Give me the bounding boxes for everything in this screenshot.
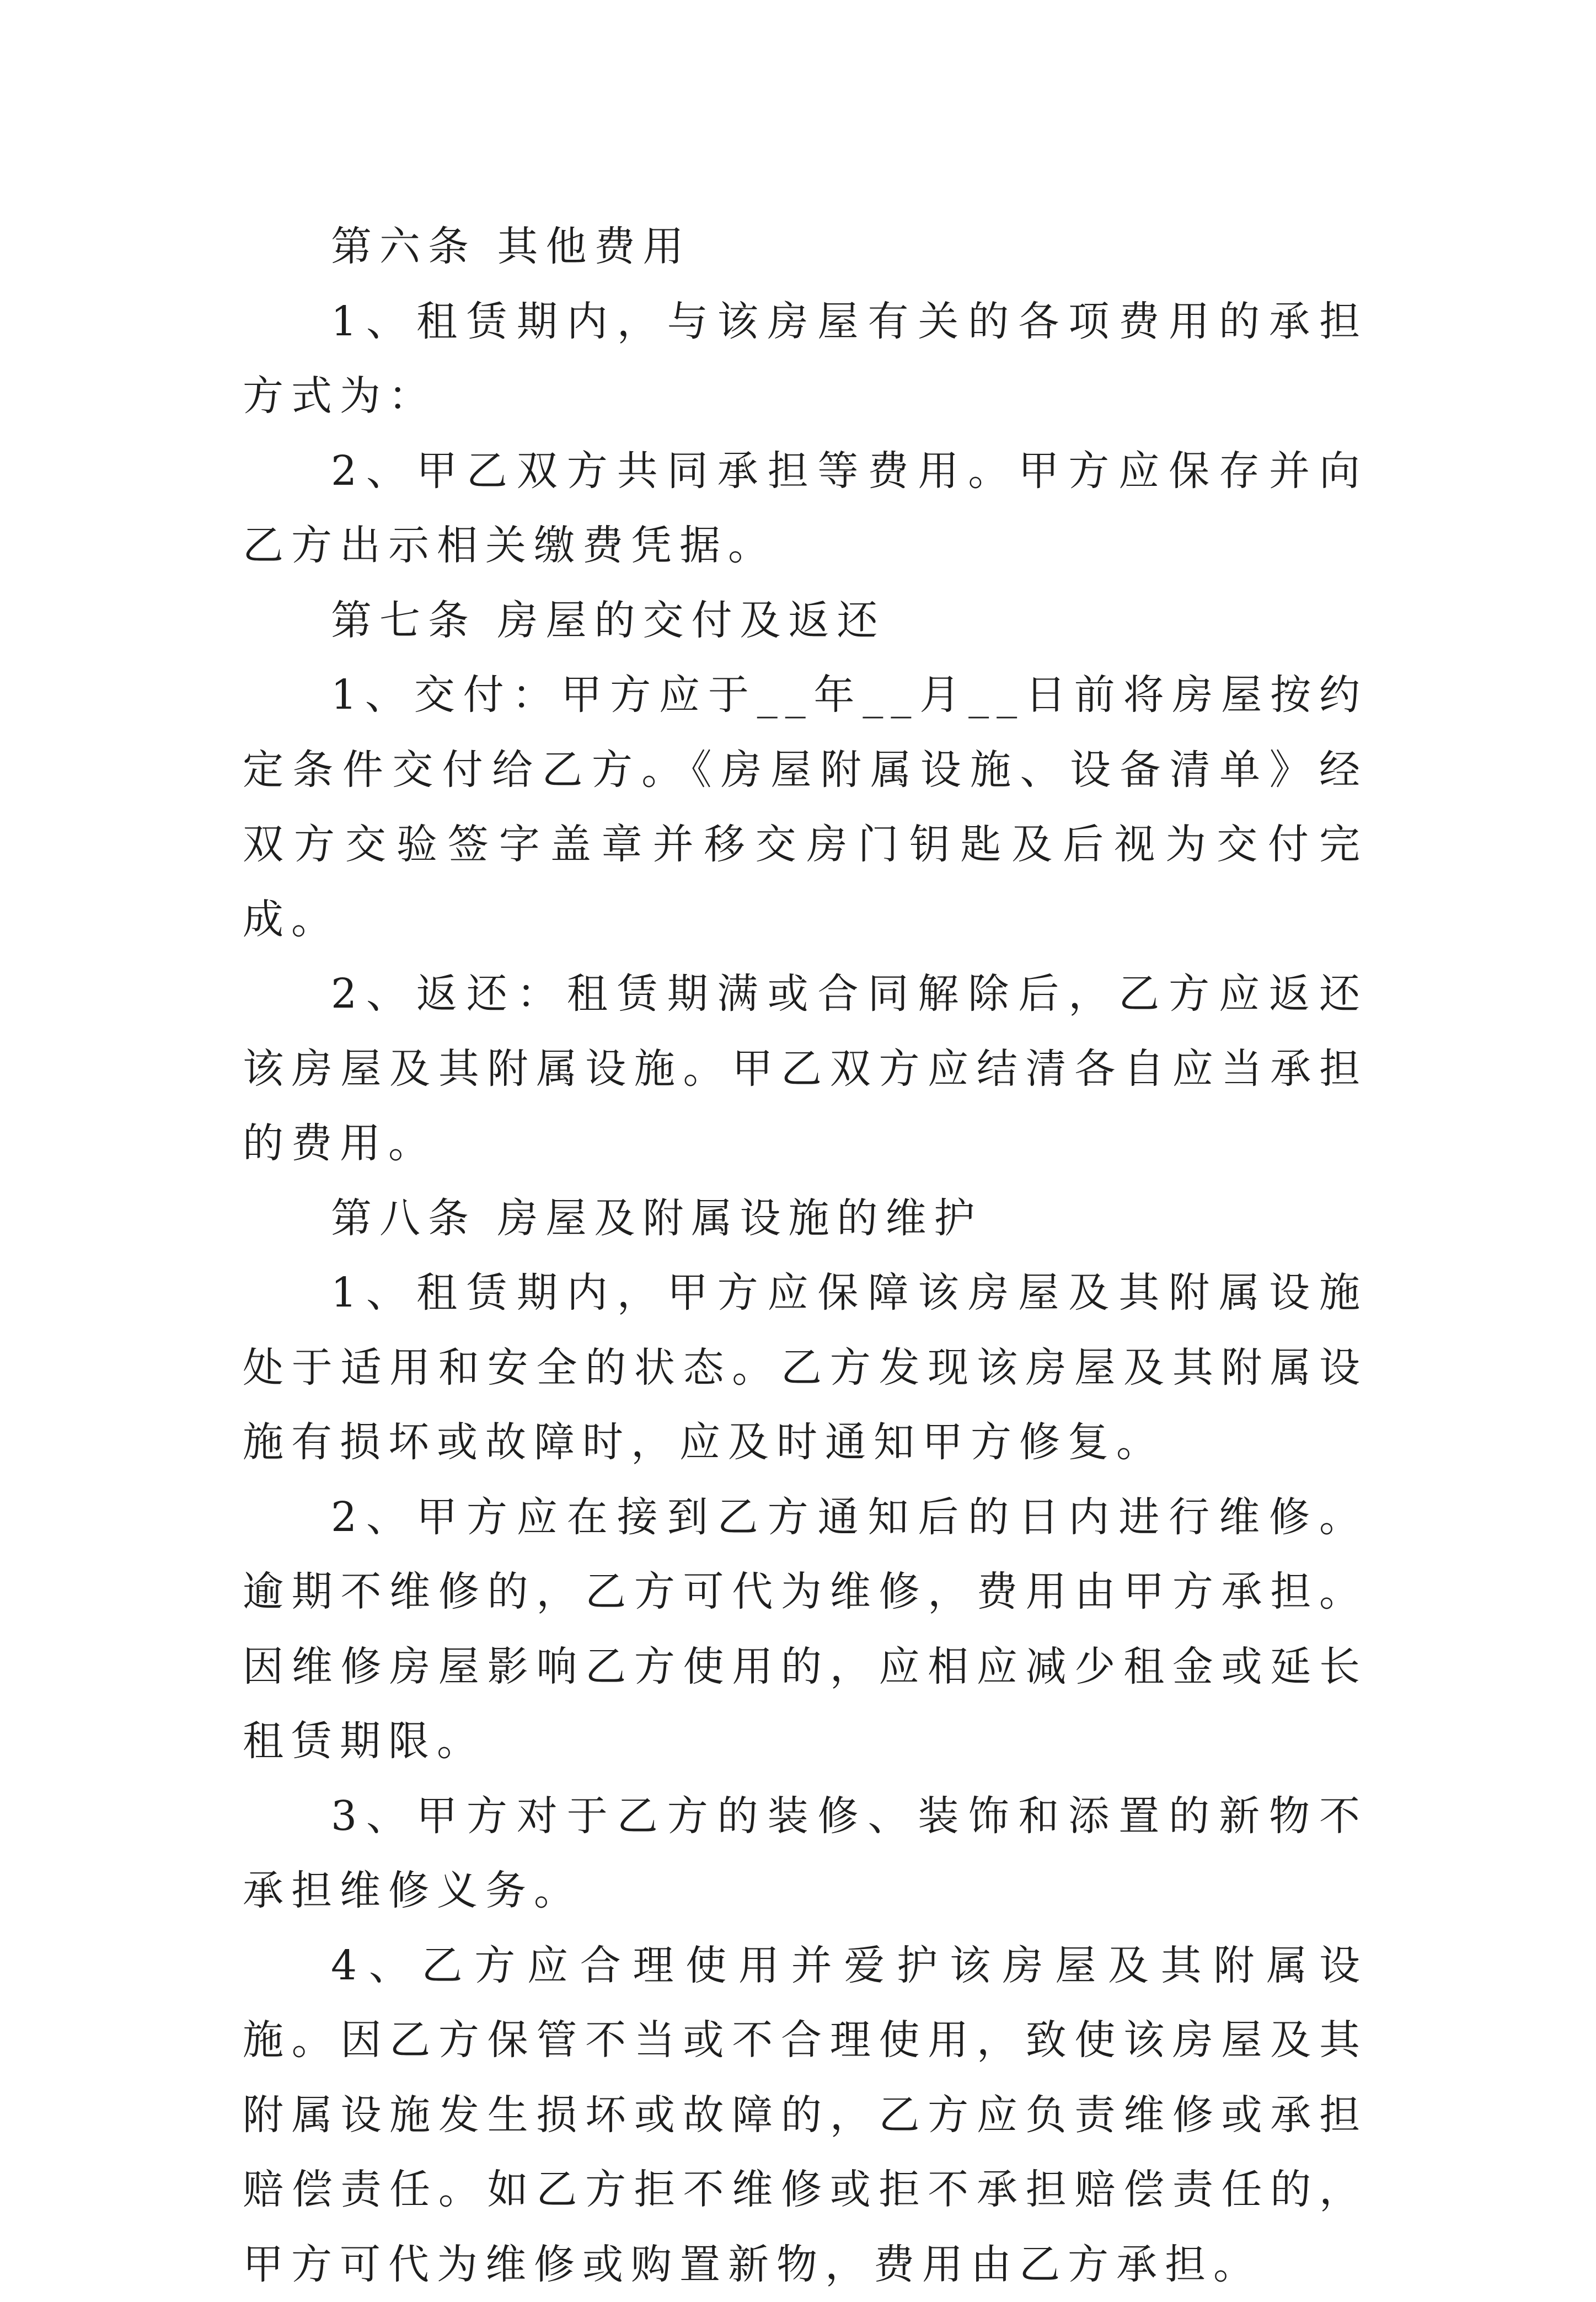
document-body (243, 210, 1368, 2302)
article-8-clause-3: 3、甲方对于乙方的装修、装饰和添置的新物不承担维修义务。 (243, 1779, 1368, 1929)
article-7-clause-1: 1、交付：甲方应于__年__月__日前将房屋按约定条件交付给乙方。《房屋附属设施、设备清单》经双方交验签字盖章并移交房门钥匙及后视为交付完成。 (243, 658, 1368, 957)
article-6-heading: 第六条 其他费用 (243, 210, 1368, 285)
article-7-heading: 第七条 房屋的交付及返还 (243, 583, 1368, 659)
article-8-clause-1: 1、租赁期内，甲方应保障该房屋及其附属设施处于适用和安全的状态。乙方发现该房屋及其附属设施有损坏或故障时，应及时通知甲方修复。 (243, 1256, 1368, 1480)
article-7-clause-2: 2、返还：租赁期满或合同解除后，乙方应返还该房屋及其附属设施。甲乙双方应结清各自应当承担的费用。 (243, 957, 1368, 1181)
article-8-clause-2: 2、甲方应在接到乙方通知后的日内进行维修。逾期不维修的，乙方可代为维修，费用由甲方承担。因维修房屋影响乙方使用的，应相应减少租金或延长租赁期限。 (243, 1480, 1368, 1779)
article-8-heading: 第八条 房屋及附属设施的维护 (243, 1181, 1368, 1256)
article-6-clause-2: 2、甲乙双方共同承担等费用。甲方应保存并向乙方出示相关缴费凭据。 (243, 434, 1368, 583)
article-8-clause-4: 4、乙方应合理使用并爱护该房屋及其附属设施。因乙方保管不当或不合理使用，致使该房屋及其附属设施发生损坏或故障的，乙方应负责维修或承担赔偿责任。如乙方拒不维修或拒不承担赔偿责任的，甲方可代为维修或购置新物，费用由乙方承担。 (243, 1929, 1368, 2302)
article-6-clause-1: 1、租赁期内，与该房屋有关的各项费用的承担方式为： (243, 285, 1368, 434)
